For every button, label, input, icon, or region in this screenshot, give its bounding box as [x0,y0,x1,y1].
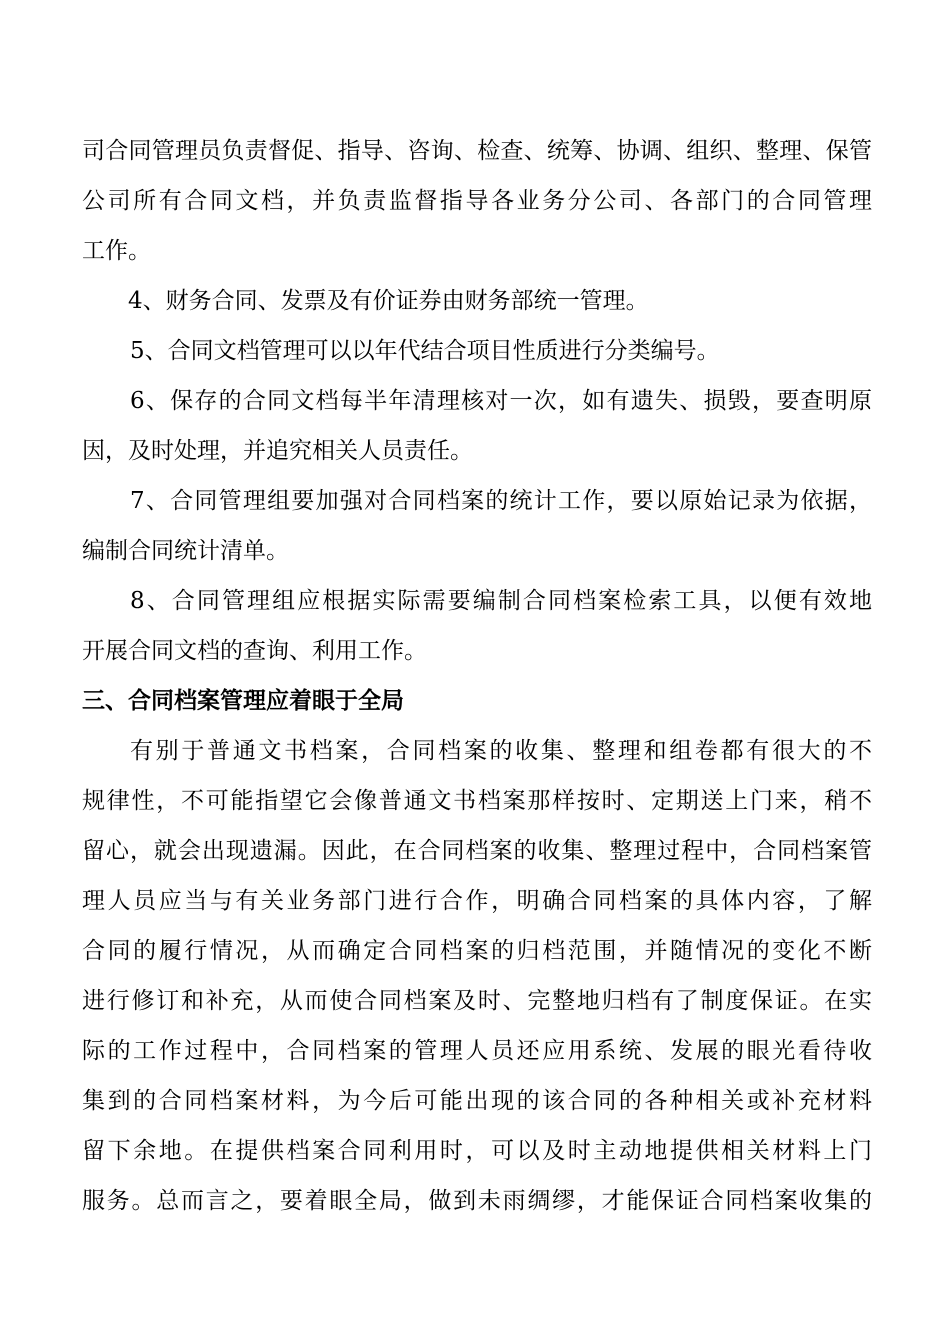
text-line: 7、合同管理组要加强对合同档案的统计工作，要以原始记录为依据， [130,488,872,514]
text-line: 编制合同统计清单。 [82,538,289,564]
text-line: 因，及时处理，并追究相关人员责任。 [82,438,473,464]
text-line: 规律性，不可能指望它会像普通文书档案那样按时、定期送上门来，稍不 [82,788,872,814]
text-line: 集到的合同档案材料，为今后可能出现的该合同的各种相关或补充材料 [82,1088,872,1114]
text-line: 开展合同文档的查询、利用工作。 [82,638,427,664]
text-line: 公司所有合同文档，并负责监督指导各业务分公司、各部门的合同管理 [82,188,872,214]
list-item-7 [82,476,872,576]
text-line: 留心，就会出现遗漏。因此，在合同档案的收集、整理过程中，合同档案管 [82,838,872,864]
list-item-8 [82,576,872,676]
document-page [82,126,872,1226]
text-line: 8、合同管理组应根据实际需要编制合同档案检索工具，以便有效地 [130,588,872,614]
text-line: 有别于普通文书档案，合同档案的收集、整理和组卷都有很大的不 [130,738,872,764]
list-item-6 [82,376,872,476]
text-line: 6、保存的合同文档每半年清理核对一次，如有遗失、损毁，要查明原 [130,388,872,414]
text-line: 理人员应当与有关业务部门进行合作，明确合同档案的具体内容，了解 [82,888,872,914]
text-line: 际的工作过程中，合同档案的管理人员还应用系统、发展的眼光看待收 [82,1038,872,1064]
text-line: 服务。总而言之，要着眼全局，做到未雨绸缪，才能保证合同档案收集的 [82,1188,872,1214]
text-line: 留下余地。在提供档案合同利用时，可以及时主动地提供相关材料上门 [82,1138,872,1164]
list-item-4: 4、财务合同、发票及有价证券由财务部统一管理。 [128,288,649,314]
text-line: 工作。 [82,238,151,264]
section-body [82,726,872,1226]
section-heading: 三、合同档案管理应着眼于全局 [82,688,404,714]
list-item-5: 5、合同文档管理可以以年代结合项目性质进行分类编号。 [130,338,720,364]
paragraph-intro [82,126,872,276]
text-line: 司合同管理员负责督促、指导、咨询、检查、统筹、协调、组织、整理、保管 [82,138,872,164]
text-line: 进行修订和补充，从而使合同档案及时、完整地归档有了制度保证。在实 [82,988,872,1014]
text-line: 合同的履行情况，从而确定合同档案的归档范围，并随情况的变化不断 [82,938,872,964]
